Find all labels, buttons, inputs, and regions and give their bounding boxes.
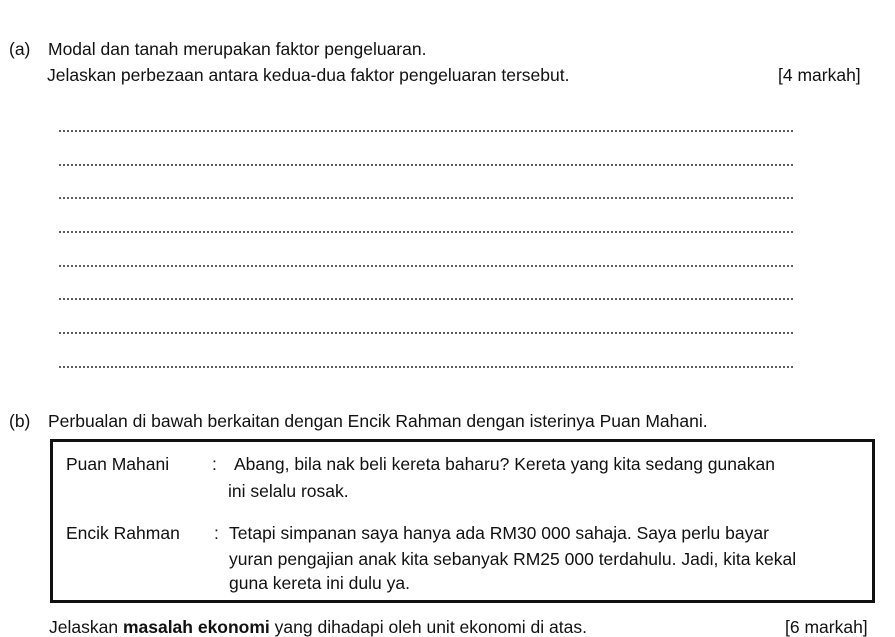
answer-line[interactable] <box>58 265 794 267</box>
dialogue-line: yuran pengajian anak kita sebanyak RM25 000 terdahulu. Jadi, kita kekal <box>229 549 797 569</box>
question-text: Jelaskan <box>49 617 123 637</box>
dialogue-line: Abang, bila nak beli kereta baharu? Kereta yang kita sedang gunakan <box>234 454 775 474</box>
speaker-name: Encik Rahman <box>66 523 180 543</box>
answer-line[interactable] <box>58 366 794 368</box>
dialogue-line: ini selalu rosak. <box>228 481 349 501</box>
answer-line[interactable] <box>58 298 794 300</box>
part-a-statement: Modal dan tanah merupakan faktor pengeluaran. <box>48 39 427 59</box>
dialogue-line: guna kereta ini dulu ya. <box>229 573 410 593</box>
dialogue-box <box>50 439 875 603</box>
part-a-question: Jelaskan perbezaan antara kedua-dua faktor pengeluaran tersebut. <box>47 65 570 85</box>
speaker-name: Puan Mahani <box>66 454 170 474</box>
question-text: yang dihadapi oleh unit ekonomi di atas. <box>269 617 587 637</box>
part-b-label: (b) <box>9 411 31 431</box>
part-a-label: (a) <box>9 39 31 59</box>
answer-line[interactable] <box>58 197 794 199</box>
part-a-marks: [4 markah] <box>778 65 861 85</box>
answer-line[interactable] <box>58 164 794 166</box>
question-emphasis: masalah ekonomi <box>122 617 270 637</box>
answer-line[interactable] <box>58 332 794 334</box>
part-b-question <box>49 619 587 637</box>
speaker-colon: : <box>212 454 217 474</box>
speaker-colon: : <box>214 523 219 543</box>
part-b-marks: [6 markah] <box>785 617 868 637</box>
dialogue-line: Tetapi simpanan saya hanya ada RM30 000 sahaja. Saya perlu bayar <box>229 523 769 543</box>
part-b-intro: Perbualan di bawah berkaitan dengan Encik Rahman dengan isterinya Puan Mahani. <box>48 411 708 431</box>
answer-line[interactable] <box>58 130 794 132</box>
answer-line[interactable] <box>58 231 794 233</box>
